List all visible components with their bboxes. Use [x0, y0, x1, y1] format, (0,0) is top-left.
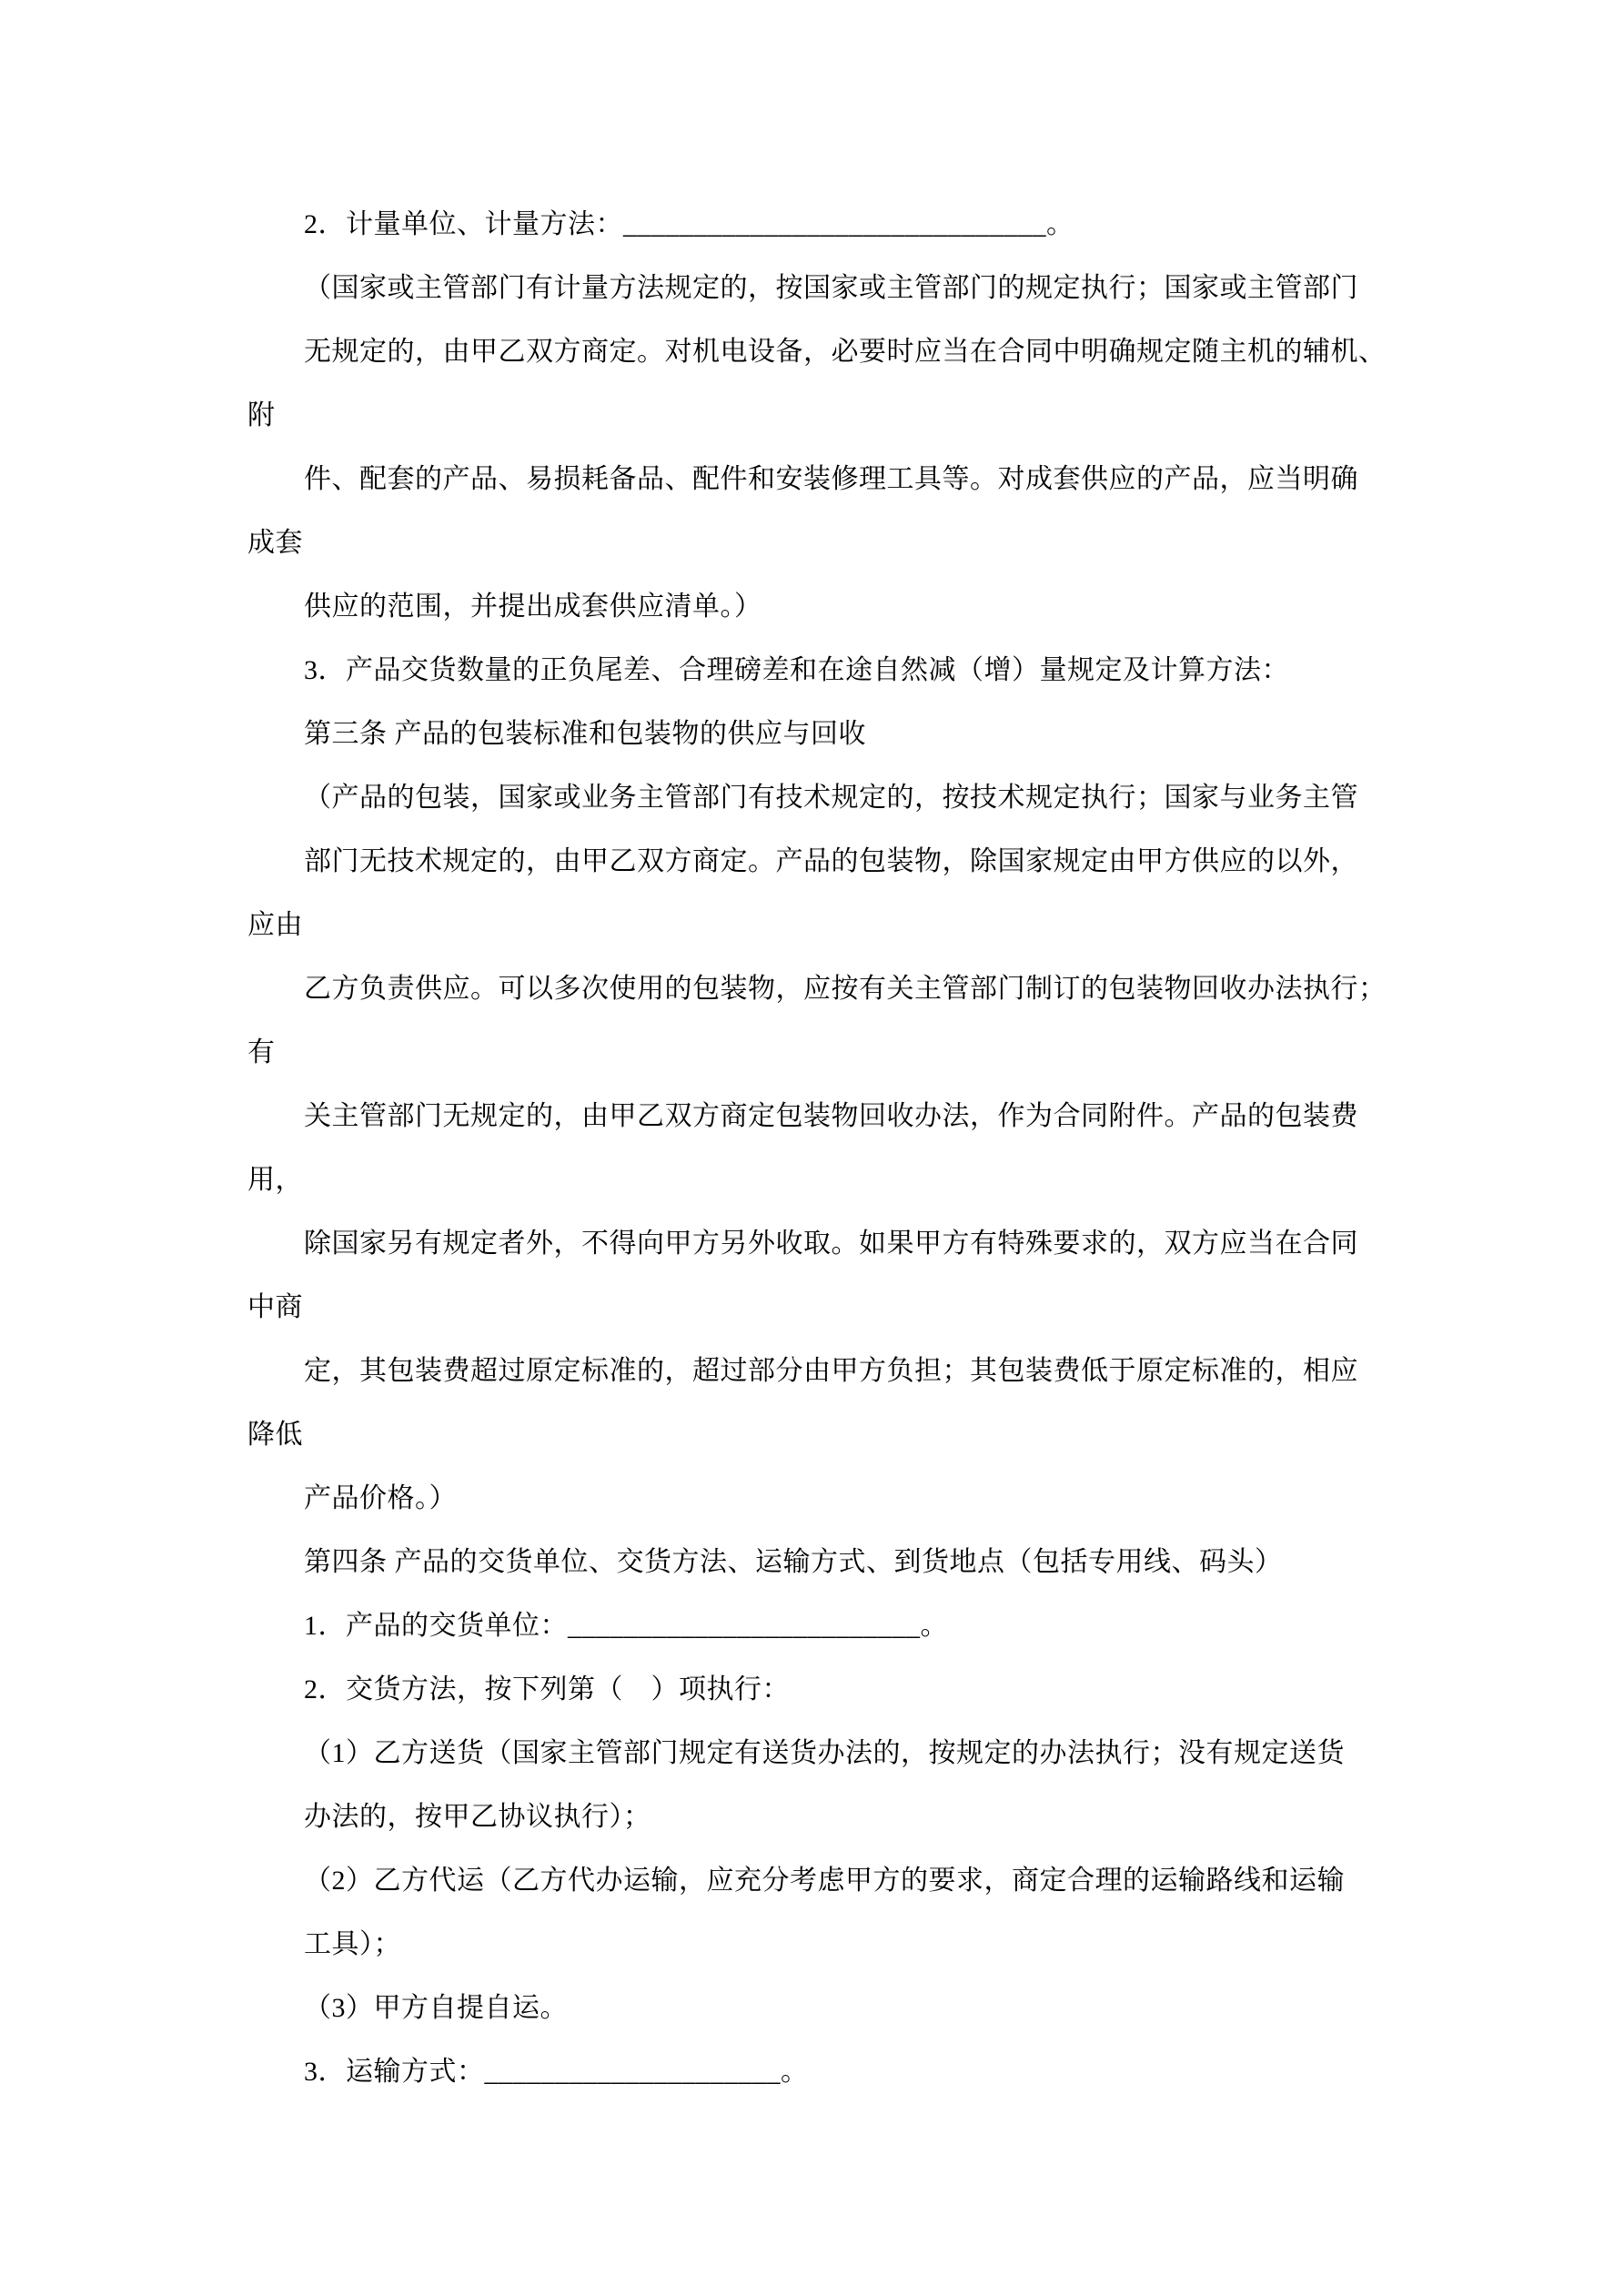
text-line: 产品价格。） — [304, 1483, 457, 1513]
text-line: （产品的包装，国家或业务主管部门有技术规定的，按技术规定执行；国家与业务主管 — [304, 783, 1358, 813]
text-line: 应由 — [247, 910, 303, 940]
text-line: 成套 — [247, 528, 303, 558]
text-line: （国家或主管部门有计量方法规定的，按国家或主管部门的规定执行；国家或主管部门 — [304, 273, 1358, 303]
text-line: 定，其包装费超过原定标准的，超过部分由甲方负担；其包装费低于原定标准的，相应 — [304, 1356, 1358, 1386]
text-line: （2）乙方代运（乙方代办运输，应充分考虑甲方的要求，商定合理的运输路线和运输 — [304, 1866, 1345, 1896]
fill-in-blank-line: 1．产品的交货单位：_________________________。 — [304, 1611, 948, 1641]
text-line: 关主管部门无规定的，由甲乙双方商定包装物回收办法，作为合同附件。产品的包装费 — [304, 1101, 1358, 1131]
fill-in-blank-line: 3．运输方式：_____________________。 — [304, 2057, 809, 2087]
text-line: （1）乙方送货（国家主管部门规定有送货办法的，按规定的办法执行；没有规定送货 — [304, 1738, 1345, 1768]
text-line: 件、配套的产品、易损耗备品、配件和安装修理工具等。对成套供应的产品，应当明确 — [304, 464, 1358, 494]
text-line: 乙方负责供应。可以多次使用的包装物，应按有关主管部门制订的包装物回收办法执行； — [304, 974, 1387, 1004]
text-line: 除国家另有规定者外，不得向甲方另外收取。如果甲方有特殊要求的，双方应当在合同 — [304, 1229, 1358, 1259]
text-line: 工具）； — [304, 1929, 401, 1959]
clause-heading-line: 第四条 产品的交货单位、交货方法、运输方式、到货地点（包括专用线、码头） — [304, 1547, 1283, 1577]
text-line: 3．产品交货数量的正负尾差、合理磅差和在途自然减（增）量规定及计算方法： — [304, 655, 1289, 685]
text-line: 降低 — [247, 1420, 303, 1450]
text-line: 附 — [247, 400, 276, 430]
fill-in-blank-line: 2．计量单位、计量方法：______________________________。 — [304, 209, 1074, 239]
text-line: 办法的，按甲乙协议执行）； — [304, 1802, 651, 1832]
text-line: 部门无技术规定的，由甲乙双方商定。产品的包装物，除国家规定由甲方供应的以外， — [304, 846, 1358, 876]
text-line: 2．交货方法，按下列第（ ）项执行： — [304, 1674, 790, 1704]
text-line: 中商 — [247, 1292, 303, 1322]
text-line: 无规定的，由甲乙双方商定。对机电设备，必要时应当在合同中明确规定随主机的辅机、 — [304, 337, 1387, 367]
text-line: 有 — [247, 1037, 276, 1067]
clause-heading-line: 第三条 产品的包装标准和包装物的供应与回收 — [304, 719, 866, 749]
text-line: 用， — [247, 1165, 303, 1195]
contract-body-text — [247, 193, 1439, 2104]
text-line: 供应的范围，并提出成套供应清单。） — [304, 592, 762, 622]
text-line: （3）甲方自提自运。 — [304, 1993, 568, 2023]
